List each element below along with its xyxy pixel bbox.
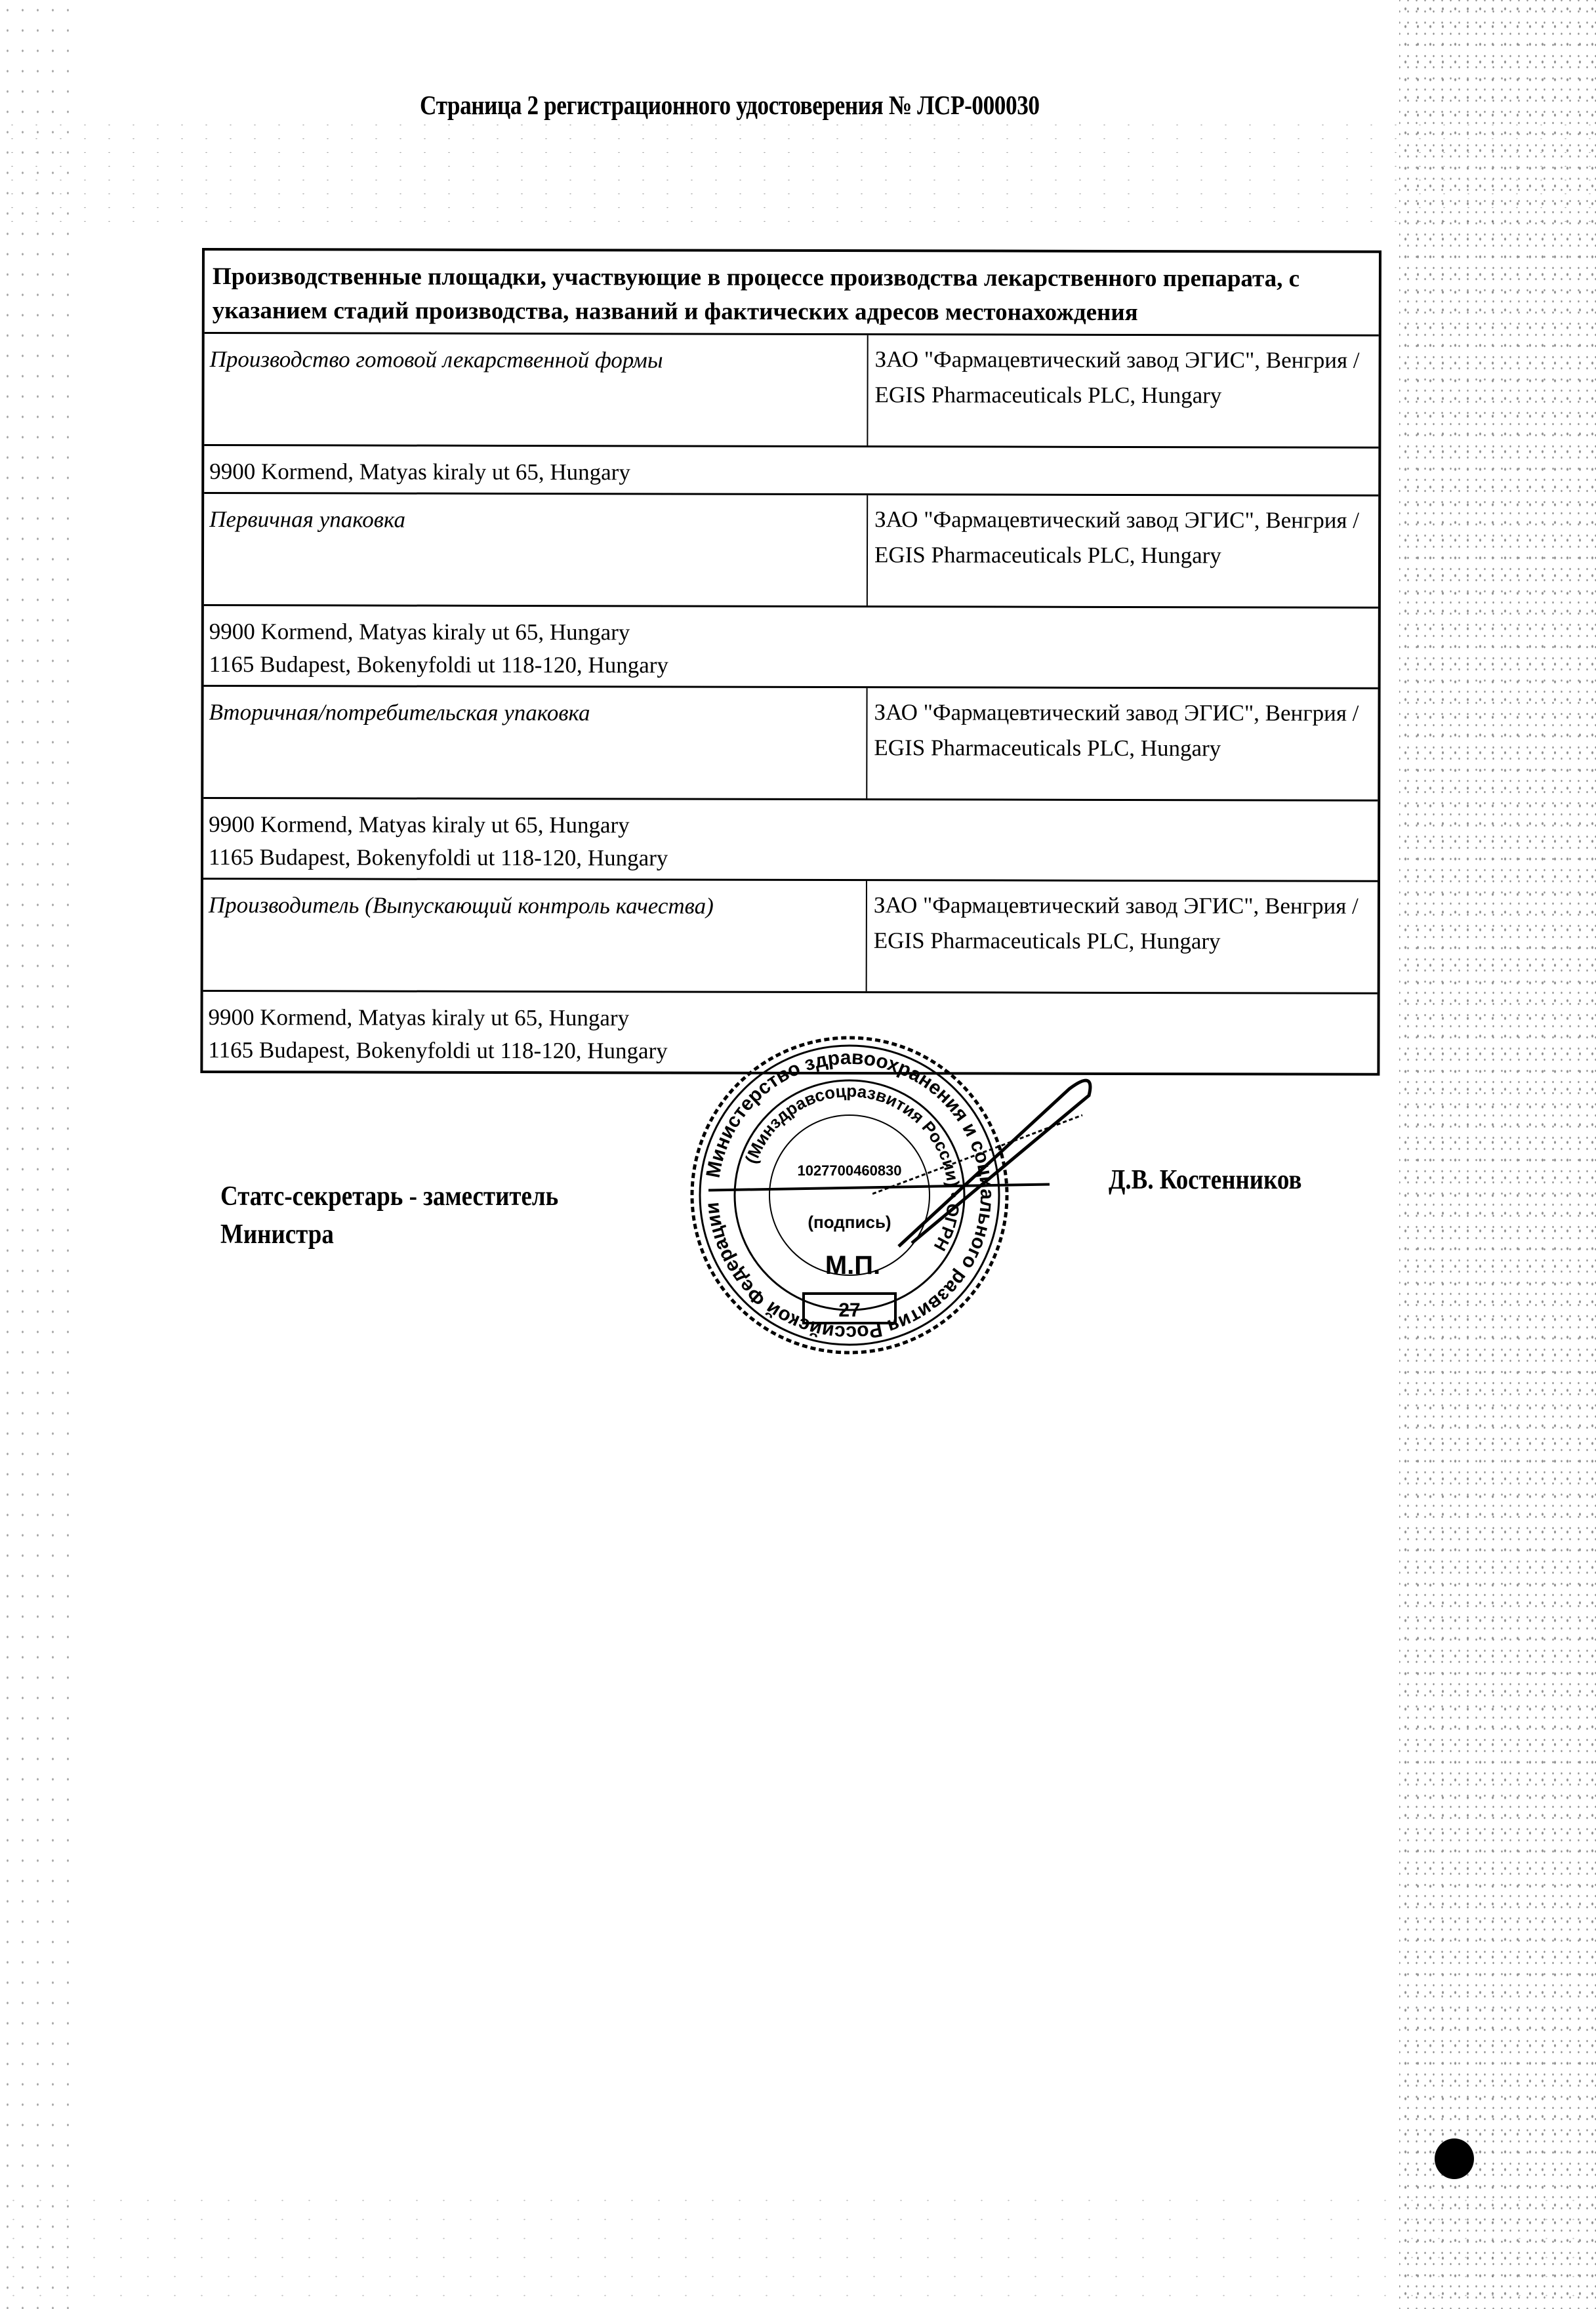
stamp-mp-label: М.П.	[825, 1251, 881, 1280]
scan-noise-top	[0, 118, 1596, 223]
table-row-stage	[204, 334, 1378, 449]
address-line: 9900 Kormend, Matyas kiraly ut 65, Hungary	[209, 619, 630, 645]
scan-noise-left	[0, 0, 79, 2309]
page-title: Страница 2 регистрационного удостоверения № ЛСР-000030	[420, 90, 1040, 120]
stage-cell: Первичная упаковка	[204, 494, 868, 605]
company-cell: ЗАО "Фармацевтический завод ЭГИС", Венгрия / EGIS Pharmaceuticals PLC, Hungary	[874, 699, 1359, 762]
stamp-inner-text: (Минздравсоцразвития России) • ОГРН	[741, 1080, 964, 1255]
stamp-outer-text: Министерство здравоохранения и социального развития Российской Федерации	[701, 1046, 998, 1344]
address-line: 1165 Budapest, Bokenyfoldi ut 118-120, Hungary	[209, 651, 668, 678]
scan-noise-bottom	[0, 2191, 1596, 2309]
signatory-title-line2: Министра	[220, 1219, 334, 1250]
scan-noise-right	[1399, 0, 1596, 2309]
table-heading: Производственные площадки, участвующие в процессе производства лекарственного препарата, с указанием стадий производства, названий и фактических адресов местонахождения	[205, 251, 1379, 337]
address-line: 1165 Budapest, Bokenyfoldi ut 118-120, Hungary	[208, 1037, 668, 1064]
stage-cell: Производство готовой лекарственной формы	[204, 334, 868, 445]
table-row-address	[204, 606, 1378, 689]
address-line: 9900 Kormend, Matyas kiraly ut 65, Hungary	[209, 459, 630, 485]
company-cell: ЗАО "Фармацевтический завод ЭГИС", Венгрия / EGIS Pharmaceuticals PLC, Hungary	[874, 506, 1360, 569]
table-row-stage	[203, 880, 1378, 994]
signatory-title-line1: Статс-секретарь - заместитель	[220, 1181, 559, 1212]
company-cell: ЗАО "Фармацевтический завод ЭГИС", Венгрия / EGIS Pharmaceuticals PLC, Hungary	[873, 892, 1359, 954]
address-line: 9900 Kormend, Matyas kiraly ut 65, Hungary	[208, 1004, 630, 1031]
table-row-stage	[204, 494, 1378, 609]
table-row-address	[203, 799, 1378, 882]
signatory-title	[220, 1177, 558, 1254]
stamp-code: 1027700460830	[797, 1162, 902, 1179]
official-seal-icon	[685, 1031, 1013, 1359]
stamp-signature-label: (подпись)	[808, 1212, 891, 1232]
manufacturing-sites-table	[200, 248, 1381, 1076]
stage-cell: Производитель (Выпускающий контроль качества)	[203, 880, 867, 991]
table-row-address	[204, 446, 1378, 497]
table-row-stage	[203, 687, 1378, 802]
company-cell: ЗАО "Фармацевтический завод ЭГИС", Венгрия / EGIS Pharmaceuticals PLC, Hungary	[874, 346, 1360, 409]
address-line: 9900 Kormend, Matyas kiraly ut 65, Hungary	[209, 811, 630, 838]
signatory-name: Д.В. Костенников	[1109, 1165, 1302, 1195]
stamp-bottom-mark: 27	[838, 1299, 861, 1321]
stage-cell: Вторичная/потребительская упаковка	[203, 687, 867, 798]
address-line: 1165 Budapest, Bokenyfoldi ut 118-120, Hungary	[209, 844, 668, 871]
scan-black-dot	[1435, 2138, 1474, 2179]
